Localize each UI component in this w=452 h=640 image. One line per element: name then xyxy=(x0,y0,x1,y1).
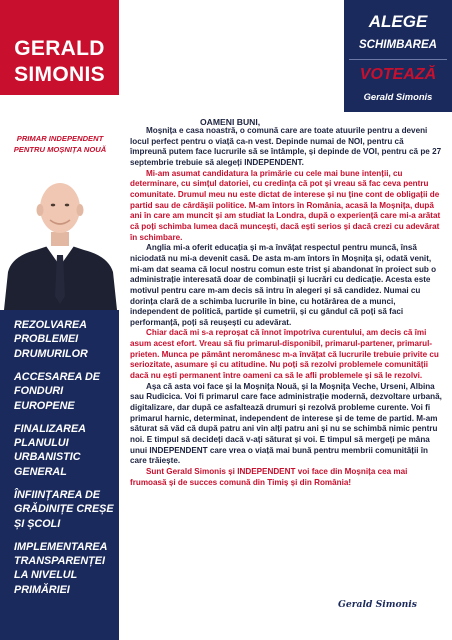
sidebar xyxy=(0,0,119,640)
letter-paragraph xyxy=(130,243,442,328)
candidate-name xyxy=(0,36,119,88)
letter-text-segment: Așa că asta voi face și la Moșnița Nouă, și la Moșnița Veche, Urseni, Albina sau Rudicica. Voi fi primarul care face administrație modernă, dezvoltare urbană, digitalizare, dar după ce asfaltează drumuri și rezolvă probleme curente. Voi fi primarul harnic, determinat, independent de interese și de teme de partid. M-am săturat să văd că după patru ani vin alți patru ani și nu se schimbă nimic pentru noi. E timpul să decideți dacă v-ați săturat și voi. E timpul să mergeți pe mâna unui INDEPENDENT care vrea o viață mai bună pentru membrii comunității în care trăiește. xyxy=(130,381,442,466)
badge-alege: ALEGE xyxy=(368,12,428,31)
letter-paragraph xyxy=(130,169,442,244)
letter-paragraph xyxy=(130,328,442,381)
letter-body xyxy=(130,126,442,488)
candidate-last-name: SIMONIS xyxy=(14,63,105,86)
badge-schimbarea: SCHIMBAREA xyxy=(359,39,437,51)
agenda-item-schools: ÎNFIINȚAREA DE GRĂDINIȚE CREȘE ȘI ȘCOLI xyxy=(14,488,114,530)
signature: Gerald Simonis xyxy=(338,599,417,610)
agenda-list xyxy=(14,318,118,606)
badge-candidate: Gerald Simonis xyxy=(363,91,433,102)
badge-voteaza: VOTEAZĂ xyxy=(359,66,437,83)
letter-paragraph xyxy=(130,467,442,488)
letter-text-segment: Mi-am asumat candidatura la primărie cu cele mai bune intenții, cu determinare, cu simțul datoriei, cu credința că pot și vreau să fac ceva pentru comunitate. Drumul meu nu este dictat de interese și nu ține cont de obligații de partid sau de cârdășii politice. M-am întors în România, acasă la Moșnița, după ani în care am muncit și am studiat la Londra, după o experiență care mi-a arătat că poți schimba lumea dacă muncești, dacă ești serios și dacă crezi cu adevărat în schimbare. xyxy=(130,168,441,242)
letter-paragraph xyxy=(130,126,442,169)
letter-text-segment: Moșnița e casa noastră, o comună care are toate atuurile pentru a deveni locul perfect pentru o viață ca-n vest. Depinde numai de NOI, pentru că împreună putem face lucrurile să se întâmple, și depinde de VOI, pentru că pe 27 septembrie trebuie să alegeți INDEPENDENT. xyxy=(130,126,442,167)
vote-badge xyxy=(344,0,452,112)
badge-divider xyxy=(349,59,447,60)
agenda-item-urban-plan: FINALIZAREA PLANULUI URBANISTIC GENERAL xyxy=(14,422,86,478)
letter-paragraph xyxy=(130,382,442,467)
letter-greeting: OAMENI BUNI, xyxy=(200,117,261,127)
letter-text-segment: Sunt Gerald Simonis și INDEPENDENT voi face din Moșnița cea mai frumoasă și de succes comună din Timiș și din România! xyxy=(130,467,408,487)
letter-text-segment: Anglia mi-a oferit educația și m-a învățat respectul pentru muncă, însă niciodată nu mi-a devenit casă. De asta m-am întors în Moșnița și, odată venit, mi-am dat seama că locul nostru comun este trist și abandonat în proiect sub o administrație interesată doar de combinații și lucrări cu dedicație. Acesta este motivul pentru care m-am decis să intru în alegeri și să candidez. Numai cu dorința clară de a schimba lucrurile în bine, cu hotărârea de a munci, independent de politică, partide și cumetrii, și cu gândul că poți să faci performanță, poți să reușești cu adevărat. xyxy=(130,243,437,327)
letter-text-segment: Chiar dacă mi s-a reproșat că înnot împotriva curentului, am decis că îmi asum acest efort. Vreau să fiu primarul-disponibil, primarul-partener, primarul-prieten. Munca pe pământ neromânesc m-a învățat că lucrurile trebuie privite cu seriozitate, asumare și cu atitudine. Nu poți să rezolvi problemele comunității dacă nu ești permanent între oameni ca să le afli problemele și să le rezolvi. xyxy=(130,328,439,381)
candidate-photo xyxy=(2,160,119,310)
agenda-item-transparency: IMPLEMENTAREA TRANSPARENȚEI LA NIVELUL PRIMĂRIEI xyxy=(14,540,107,596)
candidate-first-name: GERALD xyxy=(14,37,105,60)
agenda-item-roads: REZOLVAREA PROBLEMEI DRUMURILOR xyxy=(14,319,88,360)
candidate-subtitle: PRIMAR INDEPENDENT PENTRU MOȘNIȚA NOUĂ xyxy=(13,134,107,154)
agenda-item-eu-funds: ACCESAREA DE FONDURI EUROPENE xyxy=(14,370,100,412)
